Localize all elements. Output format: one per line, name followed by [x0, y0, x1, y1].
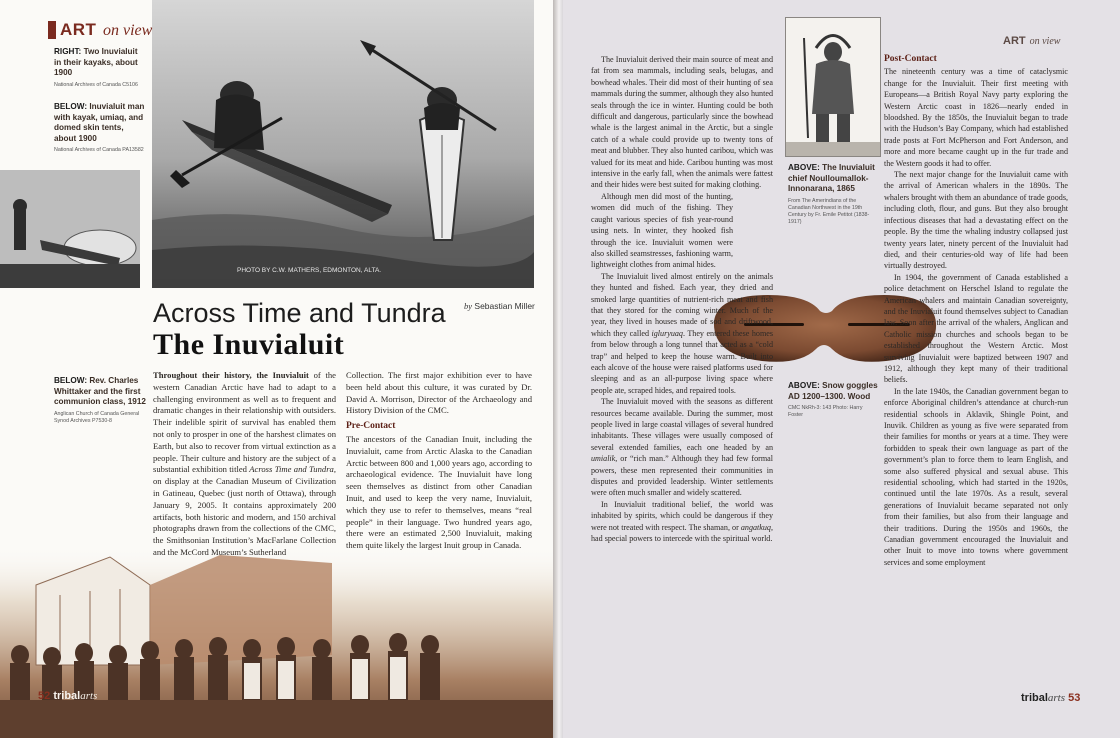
caption-below-2: [54, 376, 146, 425]
caption-tag: ABOVE:: [788, 163, 820, 172]
rubric-bar: [48, 21, 56, 39]
brand-italic: arts: [80, 690, 98, 702]
left-page: [0, 0, 553, 738]
article-subtitle: The Inuvialuit: [153, 328, 345, 361]
paragraph-text: In Inuvialuit traditional belief, the world was inhabited by spirits, which could be dangerous if they were not treated with respect. The shaman, or: [591, 499, 773, 532]
folio-right: [1021, 692, 1080, 704]
paragraph: In the late 1940s, the Canadian government began to enforce Aboriginal children’s attendance at church-run residential schools in Aklavik, Shingle Point, and Inuvik. Children as young as five were separated from their families for months or years at a time. They were forbidden to speak their own language as part of the government’s plan to force them to learn English, and some also suffered physical and sexual abuse. This residential schooling, which had started in the 1920s, continued until the late 1970s. As a result, several generations of Inuvialuit became separated not only from their families, but also from their language and their traditions. During the 1950s and 1960s, the Canadian government encouraged the Inuvialuit and other Inuit to move into towns where government services and some employment: [884, 386, 1068, 567]
umiaq-illustration: [0, 170, 140, 288]
rubric-label-italic: on view: [103, 22, 153, 39]
caption-below-1: [54, 102, 146, 154]
body-column-4: [884, 54, 1068, 568]
brand: tribal: [53, 690, 81, 702]
photo-communion-class: [0, 545, 553, 738]
byline: [464, 301, 535, 311]
section-heading: Post-Contact: [884, 54, 937, 64]
caption-credit: National Archives of Canada PA13582: [54, 147, 144, 153]
paragraph: Although men did most of the hunting, women did much of the fishing. They caught various species of fish year-round using nets. In winter, they hooked fish through the ice. Inuvialuit women were also skilled seamstresses, fashioning warm, lightweight clothes from animal hides.: [591, 191, 733, 270]
caption-text: Two Inuvialuit in their kayaks, about 1900: [54, 47, 138, 77]
caption-tag: ABOVE:: [788, 381, 820, 390]
page-number: 53: [1068, 692, 1081, 704]
inuvialuit-term: angatkuq: [740, 522, 771, 532]
church-illustration: [0, 545, 553, 738]
caption-tag: BELOW:: [54, 102, 88, 111]
paragraph-text: , or “rich man.” Although they had few formal powers, these men represented their communities in disputes and provided leadership. Winter settlements were often much smaller and widely scattered.: [591, 454, 773, 498]
section-rubric: [48, 21, 158, 39]
right-page: [563, 0, 1120, 738]
caption-above-goggles: [788, 381, 878, 419]
photo-umiaq-tents: [0, 170, 140, 288]
byline-author: Sebastian Miller: [474, 301, 535, 311]
body-column-3: [591, 54, 773, 544]
paragraph: [591, 271, 773, 396]
caption-credit: From The Amerindians of the Canadian Northwest in the 19th Century by Fr. Emile Petitot (1838-1917): [788, 197, 870, 225]
brand-italic: arts: [1047, 692, 1066, 704]
brand: tribal: [1021, 692, 1048, 704]
caption-credit: Anglican Church of Canada General Synod Archives P7530-8: [54, 410, 140, 424]
exhibition-title: Across Time and Tundra: [249, 464, 334, 475]
paragraph: [591, 396, 773, 499]
page-gutter: [553, 0, 563, 738]
page-number: 52: [38, 690, 51, 702]
paragraph-text: , had special powers to intercede with the spiritual world.: [591, 522, 773, 544]
caption-above-chief: [788, 163, 878, 226]
body-column-1: [153, 370, 336, 559]
paragraph: [591, 499, 773, 545]
paragraph: The next major change for the Inuvialuit came with the arrival of American whalers in the 1890s. The whalers brought with them an abundance of trade goods, including cloth, flour, and guns. But they also brought infectious diseases that had a devastating effect on the people. By the time the whaling industry collapsed just twenty years later, ninety percent of the Inuvialuit had died, and their centuries-old way of life had been virtually destroyed.: [884, 170, 1068, 271]
paragraph-text: , on display at the Canadian Museum of Civilization in Gatineau, Quebec (just north of Ottawa), through January 9, 2005. It contains approximately 200 artifacts, both historic and modern, and 150 archival photographs drawn from the collections of the CMC, the Smithsonian Institution’s MacFarlane Collection and the McCord Museum’s Sutherland: [153, 464, 336, 557]
chief-illustration: [786, 18, 880, 156]
photo-inuvialuit-kayaks: [152, 0, 534, 288]
paragraph: The nineteenth century was a time of cataclysmic change for the Inuvialuit. Their first meeting with Europeans—a British Royal Navy party exploring the Western Arctic coast in 1826—nearly ended in bloodshed. By the 1850s, the Inuvialuit began to trade with the Hudson’s Bay Company, which had established trade posts at Fort McPherson and Fort Anderson, and more and more became caught up in the fur trade and the Western goods it had to offer.: [884, 67, 1068, 168]
kayaks-illustration: [152, 0, 534, 288]
rubric-label-italic: on view: [1029, 36, 1061, 47]
paragraph-text: The Inuvialuit lived almost entirely on the animals they hunted and fished. Each year, they dried and smoked large quantities of nutrient-rich meat and fish that they stored for the coming winter. Much of the year, they lived in houses made of sod and driftwood, which they called: [591, 271, 773, 338]
paragraph-text: . They entered these homes from below through a long tunnel that acted as a “cold trap” and helped to keep the house warm. Built into each alcove of the house were raised platforms used for sleeping and as an all-purpose living space where people ate, scraped hides, and repaired tools.: [591, 328, 774, 395]
caption-text: Snow goggles AD 1200–1300. Wood: [788, 381, 878, 401]
rubric-label: ART: [60, 20, 97, 39]
section-rubric: [1003, 31, 1060, 49]
paragraph: [153, 370, 336, 559]
caption-tag: BELOW:: [54, 376, 88, 385]
lead-in: Throughout their history, the Inuvialuit: [153, 370, 309, 380]
folio-left: [38, 690, 97, 702]
photo-stamp: PHOTO BY C.W. MATHERS, EDMONTON, ALTA.: [237, 267, 382, 274]
caption-tag: RIGHT:: [54, 47, 82, 56]
caption-credit: CMC NkRh-3: 143 Photo: Harry Foster: [788, 405, 863, 418]
body-column-2: [346, 370, 532, 552]
paragraph: Collection. The first major exhibition ever to have been held about this culture, it was curated by Dr. David A. Morrison, Director of the Archaeology and History Division of the CMC.: [346, 370, 532, 416]
inuvialuit-term: umialik: [591, 454, 616, 464]
paragraph-text: The Inuvialuit moved with the seasons as different resources became available. During the summer, most people lived in large coastal villages of several hundred inhabitants. These villages were usually composed of several extended families, each one headed by an: [591, 397, 773, 452]
paragraph: The ancestors of the Canadian Inuit, including the Inuvialuit, came from Arctic Alaska to the Canadian Arctic between 800 and 1,000 years ago, according to archaeological evidence. The Inuvialuit have long seen themselves as distinct from other Canadian Inuit, and used to keep the very name, Inuvialuit, which they use to refer to themselves, means “real people” in their language. Two hundred years ago, there were an estimated 2,500 Inuvialuit, making them quite likely the largest Inuit group in Canada.: [346, 433, 532, 551]
caption-credit: National Archives of Canada C5106: [54, 81, 138, 88]
paragraph: In 1904, the government of Canada established a police detachment on Herschel Island to regulate the American whalers and maintain Canadian sovereignty, and the Inuvialuit found themselves subject to Canadian law. Soon after the arrival of the whalers, Anglican and Catholic mission churches and schools began to be established throughout the Western Arctic. Most surviving Inuvialuit were baptized between 1907 and 1912, although they kept many of their traditional beliefs.: [884, 272, 1068, 385]
rubric-label: ART: [1003, 35, 1026, 47]
caption-text: Inuvialuit man with kayak, umiaq, and domed skin tents, about 1900: [54, 102, 145, 143]
inuvialuit-term: igluryuaq: [651, 328, 683, 338]
section-heading: Pre-Contact: [346, 421, 396, 432]
article-title: Across Time and Tundra: [153, 298, 446, 328]
caption-right: [54, 47, 144, 89]
caption-text: Rev. Charles Whittaker and the first communion class, 1912: [54, 376, 146, 406]
paragraph: The Inuvialuit derived their main source of meat and fat from sea mammals, including seals, belugas, and bowhead whales. Their did most of their hunting of sea mammals during the summer, although they also hunted seals through the ice in winter. Hunting could be both difficult and dangerous, particularly since the bowhead whale is the largest animal in the Arctic, but a single catch of a whale could provide up to twenty tons of meat and blubber. They also hunted caribou, which was valued for its meat and hide. Caribou hunting was most intensive in the early fall, when the animals were fattest and their hides were best suited for making clothing.: [591, 55, 773, 190]
paragraph-text: of the western Canadian Arctic have had to adapt to a challenging environment as well as to frequent and dramatic changes in their relationship with outsiders. Their indelible spirit of survival has enabled them not only to prosper in one of the harshest climates on Earth, but also to recover from virtual extinction as a people. Their culture and history are the subject of a substantial exhibition titled: [153, 370, 336, 475]
engraving-chief: [785, 17, 881, 157]
caption-text: The Inuvialuit chief Noulloumallok-Innonarana, 1865: [788, 163, 875, 193]
byline-by: by: [464, 301, 473, 311]
